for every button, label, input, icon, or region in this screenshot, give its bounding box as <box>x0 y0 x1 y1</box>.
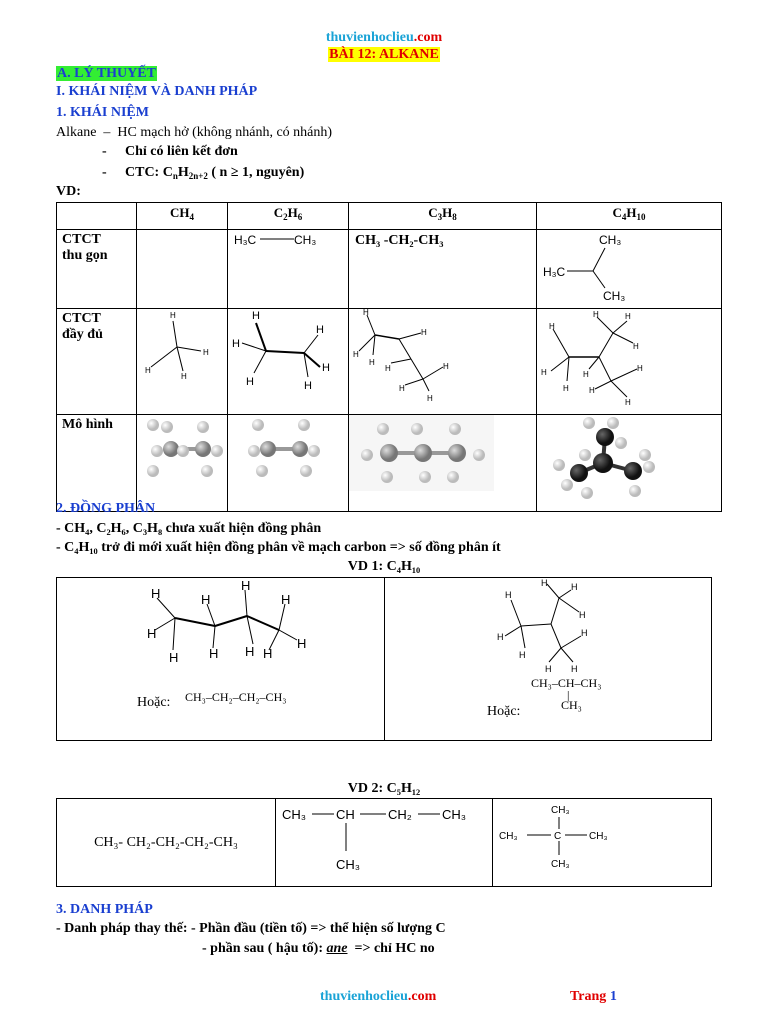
svg-text:H: H <box>353 350 359 359</box>
bullet-general-formula <box>125 165 304 181</box>
c4h10-hsub: 10 <box>636 212 646 222</box>
nomenclature-line-2 <box>202 941 435 957</box>
section-3-title: 3. DANH PHÁP <box>56 902 153 917</box>
bullet-single-bond: Chỉ có liên kết đơn <box>125 144 238 159</box>
vd1-table <box>56 577 712 741</box>
neopentane-left: CH₃ <box>499 831 518 842</box>
c4h10-bond-top <box>593 248 605 271</box>
svg-text:H: H <box>571 664 578 674</box>
c4h10-csub: 4 <box>621 212 627 222</box>
c2h6-h: H <box>287 205 298 220</box>
c2h6-hsub: 6 <box>297 212 303 222</box>
vd1-formula-left: CH₃–CH₂–CH₂–CH₃ <box>185 690 287 704</box>
svg-text:H: H <box>246 376 254 388</box>
svg-text:H: H <box>209 646 219 661</box>
condensed-ch4 <box>137 230 228 309</box>
neopentane-center: C <box>554 831 562 842</box>
full-ch4 <box>137 309 228 415</box>
c4h10-condensed-drawing <box>537 230 717 302</box>
neopentane-bottom: CH₃ <box>551 859 570 870</box>
lesson-title: BÀI 12: ALKANE <box>329 47 439 62</box>
footer-page-number: 1 <box>609 989 617 1004</box>
section-a <box>56 66 157 82</box>
model-c2h6 <box>228 415 349 512</box>
vd2-neopentane <box>493 799 712 887</box>
c2h6-full-drawing <box>228 309 348 409</box>
c2h6-right-group: CH₃ <box>294 233 317 247</box>
ch4-main: CH <box>170 205 190 220</box>
footer-page <box>570 989 617 1005</box>
nomenclature-suffix-word: ane <box>326 941 348 956</box>
bullet-dash-1: - <box>102 144 107 159</box>
vd2-row <box>57 799 712 887</box>
svg-text:H: H <box>170 311 176 320</box>
c4h10-left-group: H₃C <box>543 265 566 279</box>
lesson-title-wrap <box>0 47 768 63</box>
site-name: thuvienhoclieu <box>325 30 414 45</box>
vd1-branch-bond: | <box>567 688 570 702</box>
section-2-title: 2. ĐỒNG PHÂN <box>56 501 156 516</box>
c4h10-bond-bottom <box>593 271 605 288</box>
formula-n: n <box>172 171 178 181</box>
svg-text:H: H <box>541 578 548 588</box>
neopentane-top: CH₃ <box>551 805 570 816</box>
svg-text:H: H <box>633 342 639 351</box>
svg-text:H: H <box>545 664 552 674</box>
isomer-line-1: - CH₄, C₂H₆, C₃H₈ chưa xuất hiện đồng phân <box>56 521 322 536</box>
footer-site <box>320 989 436 1005</box>
svg-text:H: H <box>304 380 312 392</box>
example-table-header <box>57 203 722 230</box>
vd1-or-left: Hoặc: <box>137 695 171 710</box>
isopentane-branch: CH₃ <box>336 857 361 872</box>
c4h10-bottom-group: CH₃ <box>603 289 626 302</box>
vd1-branched-chain <box>385 578 712 741</box>
vd2-table <box>56 798 712 887</box>
vd1-title: VD 1: C₄H₁₀ <box>347 559 421 574</box>
svg-text:H: H <box>252 310 260 322</box>
header-c4h10 <box>537 203 722 230</box>
butane-full-drawing <box>57 578 384 698</box>
svg-text:H: H <box>297 636 307 651</box>
model-c3h8 <box>349 415 537 512</box>
svg-text:H: H <box>563 384 569 393</box>
c2h6-condensed-drawing <box>228 230 348 260</box>
svg-text:H: H <box>443 362 449 371</box>
c4h10-top-group: CH₃ <box>599 233 622 247</box>
isopentane-ch: CH <box>336 807 355 822</box>
c3h8-c: C <box>428 205 438 220</box>
model-c4h10 <box>537 415 722 512</box>
row-label-condensed: CTCT thu gọn <box>57 230 137 309</box>
isopentane-ch3-1: CH₃ <box>282 807 307 822</box>
c3h8-csub: 3 <box>437 212 443 222</box>
c2h6-left-group: H₃C <box>234 233 257 247</box>
svg-text:H: H <box>363 309 369 317</box>
neopentane-drawing <box>493 799 711 881</box>
c2h6-c: C <box>273 205 284 220</box>
section-i-title: I. KHÁI NIỆM VÀ DANH PHÁP <box>56 84 258 99</box>
condensed-c4h10 <box>537 230 722 309</box>
header-ch4 <box>137 203 228 230</box>
svg-text:H: H <box>519 650 526 660</box>
svg-text:H: H <box>201 592 211 607</box>
c4h10-h: H <box>626 205 637 220</box>
svg-text:H: H <box>169 650 179 665</box>
formula-subscript: 2n+2 <box>188 171 208 181</box>
ch4-full-drawing <box>137 309 227 409</box>
svg-text:H: H <box>579 610 586 620</box>
nomenclature-line-2-rest: => chỉ HC no <box>347 941 435 956</box>
c3h8-ball-model <box>349 415 536 505</box>
svg-text:H: H <box>583 370 589 379</box>
svg-text:H: H <box>145 366 151 375</box>
vd1-formula-right-main: CH₃–CH–CH₃ <box>531 676 602 690</box>
site-header <box>0 30 768 46</box>
condensed-c2h6 <box>228 230 349 309</box>
row-condensed <box>57 230 722 309</box>
site-domain: .com <box>413 30 443 45</box>
formula-prefix: CTC: C <box>125 165 173 180</box>
svg-text:H: H <box>203 348 209 357</box>
c4h10-c: C <box>612 205 622 220</box>
svg-text:H: H <box>385 364 391 373</box>
svg-text:H: H <box>637 364 643 373</box>
c4h10-full-drawing <box>537 309 721 409</box>
svg-text:H: H <box>369 358 375 367</box>
nomenclature-line-1: - Danh pháp thay thế: - Phần đầu (tiền tố) => thể hiện số lượng C <box>56 921 446 936</box>
svg-text:H: H <box>421 328 427 337</box>
c3h8-hsub: 8 <box>452 212 457 222</box>
c4h10-ball-model <box>537 415 721 505</box>
formula-h: H <box>177 165 189 180</box>
row-label-model: Mô hình <box>57 415 137 512</box>
alkane-definition: Alkane – HC mạch hở (không nhánh, có nhánh) <box>56 125 333 140</box>
svg-text:H: H <box>263 646 273 661</box>
vd2-isopentane <box>276 799 493 887</box>
svg-text:H: H <box>593 310 599 319</box>
svg-text:H: H <box>151 586 161 601</box>
model-ch4 <box>137 415 228 512</box>
isopentane-ch3-2: CH₃ <box>442 807 467 822</box>
ch4-ball-model <box>137 415 227 505</box>
footer-page-label: Trang <box>570 989 610 1004</box>
vd1-straight-chain <box>57 578 385 741</box>
svg-text:H: H <box>549 322 555 331</box>
svg-text:H: H <box>625 398 631 407</box>
row-full <box>57 309 722 415</box>
vd-label: VD: <box>56 184 81 199</box>
section-1-title: 1. KHÁI NIỆM <box>56 105 149 120</box>
full-c3h8 <box>349 309 537 415</box>
svg-text:H: H <box>541 368 547 377</box>
isopentane-ch2: CH₂ <box>388 807 412 822</box>
footer-site-domain: .com <box>407 989 437 1004</box>
vd1-formula-right-branch: CH₃ <box>561 698 582 712</box>
footer-site-name: thuvienhoclieu <box>320 989 408 1004</box>
svg-text:H: H <box>581 628 588 638</box>
svg-text:H: H <box>399 384 405 393</box>
nomenclature-line-2-prefix: - phần sau ( hậu tố): <box>202 941 327 956</box>
svg-text:H: H <box>181 372 187 381</box>
svg-text:H: H <box>281 592 291 607</box>
svg-text:H: H <box>497 632 504 642</box>
formula-suffix: ( n ≥ 1, nguyên) <box>207 165 305 180</box>
svg-text:H: H <box>589 386 595 395</box>
vd1-or-right: Hoặc: <box>487 704 521 719</box>
full-c2h6 <box>228 309 349 415</box>
bullet-dash-2: - <box>102 165 107 180</box>
condensed-c3h8: CH₃ -CH₂-CH₃ <box>349 230 537 309</box>
svg-text:H: H <box>427 394 433 403</box>
c2h6-ball-model <box>228 415 348 505</box>
svg-text:H: H <box>625 312 631 321</box>
svg-text:H: H <box>505 590 512 600</box>
row-label-full: CTCT đầy đủ <box>57 309 137 415</box>
c2h6-csub: 2 <box>283 212 288 222</box>
full-c4h10 <box>537 309 722 415</box>
row-model <box>57 415 722 512</box>
neopentane-right: CH₃ <box>589 831 608 842</box>
ch4-sub: 4 <box>189 212 194 222</box>
svg-text:H: H <box>245 644 255 659</box>
header-c3h8 <box>349 203 537 230</box>
isobutane-full-drawing <box>385 578 712 678</box>
svg-text:H: H <box>147 626 157 641</box>
header-c2h6 <box>228 203 349 230</box>
svg-text:H: H <box>322 362 330 374</box>
vd1-row <box>57 578 712 741</box>
c3h8-h: H <box>442 205 453 220</box>
vd2-pentane: CH₃- CH₂-CH₂-CH₂-CH₃ <box>57 799 276 887</box>
c3h8-full-drawing <box>349 309 536 409</box>
example-table <box>56 202 722 512</box>
isopentane-drawing <box>276 799 492 881</box>
svg-text:H: H <box>232 338 240 350</box>
svg-text:H: H <box>316 324 324 336</box>
isomer-line-2: - C₄H₁₀ trở đi mới xuất hiện đồng phân về mạch carbon => số đồng phân ít <box>56 540 501 555</box>
svg-text:H: H <box>571 582 578 592</box>
vd2-title: VD 2: C₅H₁₂ <box>347 781 421 796</box>
header-empty-cell <box>57 203 137 230</box>
section-a-title: A. LÝ THUYẾT <box>57 66 156 81</box>
svg-text:H: H <box>241 578 251 593</box>
